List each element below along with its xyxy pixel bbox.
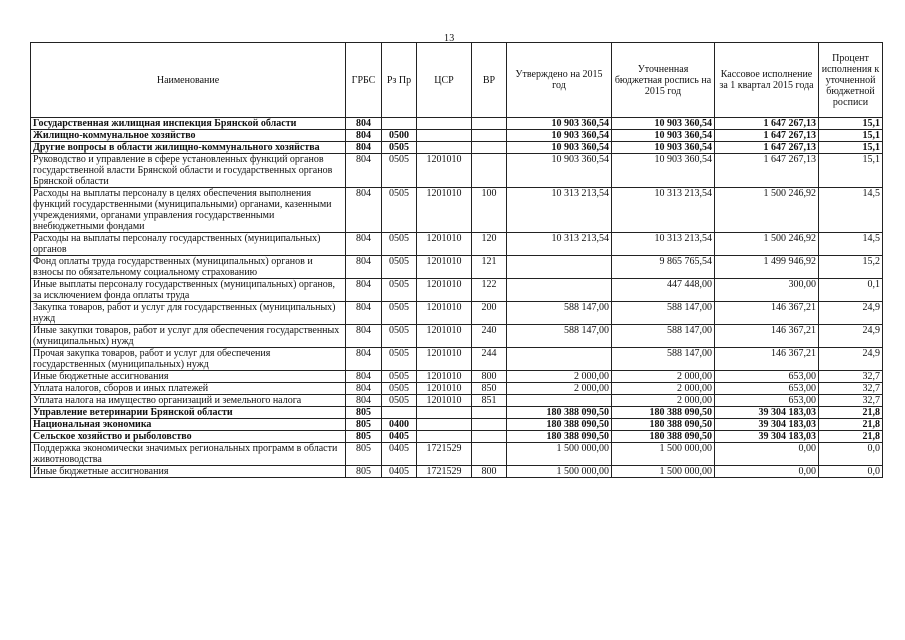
table-row xyxy=(31,395,883,407)
cell-csr: 1721529 xyxy=(417,466,472,478)
cell-csr: 1721529 xyxy=(417,443,472,466)
table-row xyxy=(31,325,883,348)
cell-name: Иные закупки товаров, работ и услуг для обеспечения государственных (муниципальных) нужд xyxy=(31,325,346,348)
table-row xyxy=(31,256,883,279)
cell-cash: 1 499 946,92 xyxy=(715,256,819,279)
cell-csr xyxy=(417,118,472,130)
cell-vr xyxy=(472,419,507,431)
cell-percent: 15,1 xyxy=(819,154,883,188)
cell-clarified: 2 000,00 xyxy=(612,371,715,383)
cell-clarified: 1 500 000,00 xyxy=(612,443,715,466)
cell-csr xyxy=(417,130,472,142)
table-row xyxy=(31,443,883,466)
cell-grbs: 805 xyxy=(346,407,382,419)
table-row xyxy=(31,188,883,233)
table-row xyxy=(31,118,883,130)
cell-cash: 39 304 183,03 xyxy=(715,431,819,443)
cell-rz-pr: 0505 xyxy=(382,395,417,407)
cell-name: Расходы на выплаты персоналу государственных (муниципальных) органов xyxy=(31,233,346,256)
cell-approved xyxy=(507,348,612,371)
cell-name: Национальная экономика xyxy=(31,419,346,431)
cell-rz-pr: 0400 xyxy=(382,419,417,431)
cell-percent: 15,1 xyxy=(819,142,883,154)
cell-csr: 1201010 xyxy=(417,256,472,279)
cell-grbs: 805 xyxy=(346,419,382,431)
cell-csr xyxy=(417,407,472,419)
cell-cash: 1 647 267,13 xyxy=(715,154,819,188)
cell-cash: 653,00 xyxy=(715,371,819,383)
cell-rz-pr: 0505 xyxy=(382,302,417,325)
cell-rz-pr: 0505 xyxy=(382,154,417,188)
cell-cash: 1 647 267,13 xyxy=(715,118,819,130)
cell-vr: 100 xyxy=(472,188,507,233)
cell-name: Иные бюджетные ассигнования xyxy=(31,466,346,478)
cell-vr: 800 xyxy=(472,466,507,478)
table-body xyxy=(31,118,883,478)
cell-clarified: 588 147,00 xyxy=(612,325,715,348)
cell-approved: 588 147,00 xyxy=(507,302,612,325)
cell-grbs: 804 xyxy=(346,130,382,142)
header-clarified: Уточненная бюджетная роспись на 2015 год xyxy=(612,43,715,118)
cell-csr: 1201010 xyxy=(417,188,472,233)
header-rz-pr: Рз Пр xyxy=(382,43,417,118)
cell-name: Иные выплаты персоналу государственных (муниципальных) органов, за исключением фонда оплаты труда xyxy=(31,279,346,302)
cell-rz-pr xyxy=(382,118,417,130)
cell-grbs: 804 xyxy=(346,154,382,188)
cell-csr: 1201010 xyxy=(417,348,472,371)
cell-approved: 10 313 213,54 xyxy=(507,188,612,233)
cell-cash: 1 500 246,92 xyxy=(715,233,819,256)
cell-cash: 653,00 xyxy=(715,395,819,407)
cell-vr xyxy=(472,443,507,466)
cell-vr xyxy=(472,130,507,142)
cell-approved: 10 903 360,54 xyxy=(507,118,612,130)
cell-cash: 1 647 267,13 xyxy=(715,130,819,142)
table-row xyxy=(31,407,883,419)
cell-vr: 121 xyxy=(472,256,507,279)
cell-percent: 14,5 xyxy=(819,233,883,256)
cell-rz-pr: 0405 xyxy=(382,443,417,466)
cell-approved: 1 500 000,00 xyxy=(507,443,612,466)
cell-clarified: 10 903 360,54 xyxy=(612,154,715,188)
cell-clarified: 180 388 090,50 xyxy=(612,407,715,419)
cell-grbs: 805 xyxy=(346,431,382,443)
cell-name: Руководство и управление в сфере установленных функций органов государственной власти Брянской области и государственных органов Брянской области xyxy=(31,154,346,188)
cell-cash: 0,00 xyxy=(715,466,819,478)
header-percent: Процент исполнения к уточненной бюджетной росписи xyxy=(819,43,883,118)
table-row xyxy=(31,371,883,383)
cell-approved: 180 388 090,50 xyxy=(507,431,612,443)
cell-approved: 10 313 213,54 xyxy=(507,233,612,256)
table-row xyxy=(31,142,883,154)
cell-clarified: 447 448,00 xyxy=(612,279,715,302)
cell-approved: 180 388 090,50 xyxy=(507,419,612,431)
cell-clarified: 10 313 213,54 xyxy=(612,188,715,233)
cell-rz-pr: 0505 xyxy=(382,256,417,279)
cell-approved: 2 000,00 xyxy=(507,383,612,395)
cell-name: Фонд оплаты труда государственных (муниципальных) органов и взносы по обязательному социальному страхованию xyxy=(31,256,346,279)
cell-vr: 244 xyxy=(472,348,507,371)
cell-vr: 851 xyxy=(472,395,507,407)
cell-clarified: 10 313 213,54 xyxy=(612,233,715,256)
table-row xyxy=(31,279,883,302)
cell-grbs: 804 xyxy=(346,279,382,302)
cell-rz-pr: 0505 xyxy=(382,188,417,233)
cell-cash: 653,00 xyxy=(715,383,819,395)
cell-rz-pr: 0405 xyxy=(382,431,417,443)
cell-percent: 24,9 xyxy=(819,325,883,348)
cell-name: Поддержка экономически значимых региональных программ в области животноводства xyxy=(31,443,346,466)
cell-approved xyxy=(507,279,612,302)
table-row xyxy=(31,383,883,395)
cell-grbs: 805 xyxy=(346,466,382,478)
cell-percent: 15,1 xyxy=(819,130,883,142)
cell-approved: 10 903 360,54 xyxy=(507,154,612,188)
cell-cash: 146 367,21 xyxy=(715,325,819,348)
cell-clarified: 9 865 765,54 xyxy=(612,256,715,279)
cell-csr: 1201010 xyxy=(417,371,472,383)
cell-rz-pr: 0505 xyxy=(382,348,417,371)
cell-grbs: 804 xyxy=(346,383,382,395)
cell-approved: 10 903 360,54 xyxy=(507,130,612,142)
header-approved: Утверждено на 2015 год xyxy=(507,43,612,118)
cell-grbs: 804 xyxy=(346,188,382,233)
cell-vr xyxy=(472,431,507,443)
cell-name: Прочая закупка товаров, работ и услуг для обеспечения государственных (муниципальных) нужд xyxy=(31,348,346,371)
page-number: 13 xyxy=(444,33,455,44)
cell-percent: 0,0 xyxy=(819,443,883,466)
cell-cash: 300,00 xyxy=(715,279,819,302)
cell-name: Уплата налога на имущество организаций и земельного налога xyxy=(31,395,346,407)
cell-csr: 1201010 xyxy=(417,302,472,325)
table-row xyxy=(31,431,883,443)
cell-csr xyxy=(417,142,472,154)
cell-vr: 240 xyxy=(472,325,507,348)
cell-grbs: 804 xyxy=(346,142,382,154)
table-row xyxy=(31,302,883,325)
cell-grbs: 805 xyxy=(346,443,382,466)
cell-approved: 1 500 000,00 xyxy=(507,466,612,478)
cell-csr: 1201010 xyxy=(417,279,472,302)
cell-approved: 10 903 360,54 xyxy=(507,142,612,154)
cell-rz-pr: 0505 xyxy=(382,371,417,383)
cell-rz-pr: 0505 xyxy=(382,383,417,395)
cell-rz-pr: 0505 xyxy=(382,142,417,154)
cell-approved: 2 000,00 xyxy=(507,371,612,383)
budget-table xyxy=(30,42,883,478)
cell-csr xyxy=(417,431,472,443)
cell-clarified: 10 903 360,54 xyxy=(612,118,715,130)
cell-percent: 14,5 xyxy=(819,188,883,233)
cell-vr: 800 xyxy=(472,371,507,383)
cell-cash: 1 500 246,92 xyxy=(715,188,819,233)
cell-percent: 32,7 xyxy=(819,371,883,383)
cell-vr: 200 xyxy=(472,302,507,325)
cell-clarified: 588 147,00 xyxy=(612,348,715,371)
cell-rz-pr: 0505 xyxy=(382,325,417,348)
cell-name: Жилищно-коммунальное хозяйство xyxy=(31,130,346,142)
table-row xyxy=(31,130,883,142)
cell-approved: 180 388 090,50 xyxy=(507,407,612,419)
cell-vr xyxy=(472,154,507,188)
cell-name: Сельское хозяйство и рыболовство xyxy=(31,431,346,443)
table-row xyxy=(31,466,883,478)
cell-percent: 15,1 xyxy=(819,118,883,130)
table-row xyxy=(31,154,883,188)
cell-clarified: 10 903 360,54 xyxy=(612,130,715,142)
cell-grbs: 804 xyxy=(346,325,382,348)
cell-name: Расходы на выплаты персоналу в целях обеспечения выполнения функций государственными (муниципальными) органами, казенными учреждениями, органами управления государственными внебюджетными фондами xyxy=(31,188,346,233)
header-name: Наименование xyxy=(31,43,346,118)
cell-clarified: 588 147,00 xyxy=(612,302,715,325)
cell-name: Другие вопросы в области жилищно-коммунального хозяйства xyxy=(31,142,346,154)
cell-cash: 146 367,21 xyxy=(715,302,819,325)
header-vr: ВР xyxy=(472,43,507,118)
cell-percent: 21,8 xyxy=(819,407,883,419)
cell-name: Государственная жилищная инспекция Брянской области xyxy=(31,118,346,130)
cell-clarified: 2 000,00 xyxy=(612,395,715,407)
cell-rz-pr: 0505 xyxy=(382,233,417,256)
cell-csr: 1201010 xyxy=(417,154,472,188)
cell-percent: 32,7 xyxy=(819,383,883,395)
cell-rz-pr: 0505 xyxy=(382,279,417,302)
cell-grbs: 804 xyxy=(346,118,382,130)
cell-name: Закупка товаров, работ и услуг для государственных (муниципальных) нужд xyxy=(31,302,346,325)
cell-clarified: 2 000,00 xyxy=(612,383,715,395)
cell-grbs: 804 xyxy=(346,233,382,256)
cell-clarified: 10 903 360,54 xyxy=(612,142,715,154)
cell-percent: 15,2 xyxy=(819,256,883,279)
cell-grbs: 804 xyxy=(346,256,382,279)
cell-clarified: 180 388 090,50 xyxy=(612,431,715,443)
cell-percent: 32,7 xyxy=(819,395,883,407)
cell-rz-pr xyxy=(382,407,417,419)
cell-percent: 21,8 xyxy=(819,419,883,431)
cell-grbs: 804 xyxy=(346,395,382,407)
cell-percent: 0,1 xyxy=(819,279,883,302)
cell-csr: 1201010 xyxy=(417,233,472,256)
cell-vr xyxy=(472,118,507,130)
cell-approved xyxy=(507,395,612,407)
table-row xyxy=(31,419,883,431)
cell-csr: 1201010 xyxy=(417,395,472,407)
cell-cash: 0,00 xyxy=(715,443,819,466)
cell-name: Уплата налогов, сборов и иных платежей xyxy=(31,383,346,395)
cell-vr: 122 xyxy=(472,279,507,302)
cell-cash: 1 647 267,13 xyxy=(715,142,819,154)
table-header-row xyxy=(31,43,883,118)
table-row xyxy=(31,233,883,256)
cell-csr xyxy=(417,419,472,431)
cell-grbs: 804 xyxy=(346,371,382,383)
cell-vr xyxy=(472,407,507,419)
cell-grbs: 804 xyxy=(346,348,382,371)
cell-name: Иные бюджетные ассигнования xyxy=(31,371,346,383)
cell-csr: 1201010 xyxy=(417,383,472,395)
cell-approved xyxy=(507,256,612,279)
cell-approved: 588 147,00 xyxy=(507,325,612,348)
cell-clarified: 1 500 000,00 xyxy=(612,466,715,478)
cell-rz-pr: 0500 xyxy=(382,130,417,142)
cell-grbs: 804 xyxy=(346,302,382,325)
cell-clarified: 180 388 090,50 xyxy=(612,419,715,431)
cell-percent: 24,9 xyxy=(819,302,883,325)
header-csr: ЦСР xyxy=(417,43,472,118)
cell-cash: 39 304 183,03 xyxy=(715,407,819,419)
cell-vr: 850 xyxy=(472,383,507,395)
cell-percent: 0,0 xyxy=(819,466,883,478)
cell-cash: 146 367,21 xyxy=(715,348,819,371)
header-grbs: ГРБС xyxy=(346,43,382,118)
table-row xyxy=(31,348,883,371)
cell-csr: 1201010 xyxy=(417,325,472,348)
cell-percent: 21,8 xyxy=(819,431,883,443)
header-cash: Кассовое исполнение за 1 квартал 2015 года xyxy=(715,43,819,118)
cell-vr xyxy=(472,142,507,154)
cell-name: Управление ветеринарии Брянской области xyxy=(31,407,346,419)
cell-vr: 120 xyxy=(472,233,507,256)
cell-cash: 39 304 183,03 xyxy=(715,419,819,431)
cell-percent: 24,9 xyxy=(819,348,883,371)
cell-rz-pr: 0405 xyxy=(382,466,417,478)
